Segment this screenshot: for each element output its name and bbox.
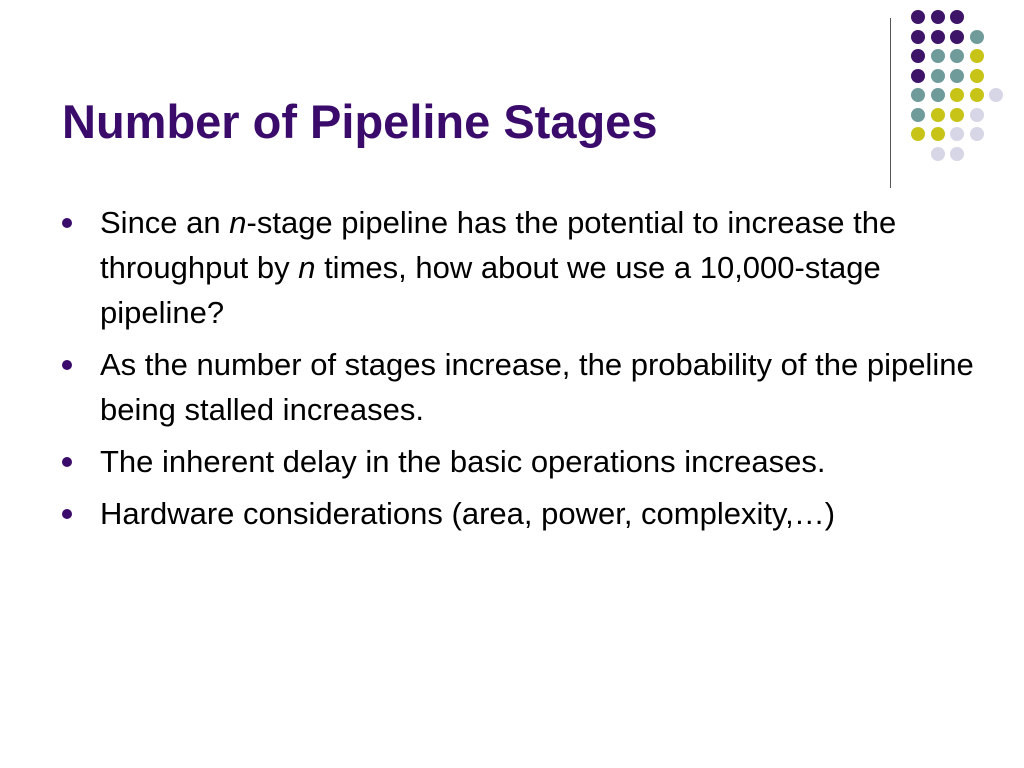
decoration-dot: [931, 30, 945, 44]
decoration-dot: [911, 10, 925, 24]
decoration-dot: [931, 10, 945, 24]
bullet-item: [62, 342, 992, 432]
decoration-dot: [970, 108, 984, 122]
bullet-text-run: As the number of stages increase, the probability of the pipeline being stalled increases.: [100, 347, 974, 427]
bullet-list: [62, 200, 992, 543]
decoration-dot: [970, 30, 984, 44]
decoration-dot: [931, 108, 945, 122]
decoration-dot: [911, 49, 925, 63]
decoration-dot: [989, 88, 1003, 102]
decoration-dot: [970, 49, 984, 63]
bullet-text-italic-run: n: [229, 205, 247, 240]
decoration-dot: [950, 108, 964, 122]
decoration-dot: [970, 69, 984, 83]
decoration-dot: [950, 49, 964, 63]
decoration-dot: [931, 127, 945, 141]
bullet-item: [62, 200, 992, 335]
decoration-dot: [931, 49, 945, 63]
decoration-dot: [911, 88, 925, 102]
decoration-dot: [911, 127, 925, 141]
bullet-text-run: times, how about we use a 10,000-stage pipeline?: [100, 250, 881, 330]
decoration-dot: [950, 10, 964, 24]
bullet-text: [100, 496, 835, 531]
bullet-text: [100, 444, 826, 479]
decoration-dot: [970, 127, 984, 141]
decoration-dot: [931, 147, 945, 161]
bullet-text-run: -stage pipeline has the potential to increase the throughput by: [100, 205, 897, 285]
bullet-item: [62, 491, 992, 536]
decoration-dot: [911, 30, 925, 44]
bullet-text: [100, 347, 974, 427]
bullet-dot-icon: [62, 457, 72, 467]
bullet-dot-icon: [62, 360, 72, 370]
bullet-text-run: The inherent delay in the basic operations increases.: [100, 444, 826, 479]
slide-title: Number of Pipeline Stages: [62, 95, 658, 148]
decoration-dot: [911, 69, 925, 83]
vertical-divider: [890, 18, 891, 188]
decoration-dot: [950, 147, 964, 161]
decoration-dot: [950, 30, 964, 44]
bullet-text: [100, 205, 896, 330]
decoration-dot: [970, 88, 984, 102]
decoration-dot: [931, 69, 945, 83]
decoration-dot: [950, 88, 964, 102]
bullet-text-italic-run: n: [298, 250, 316, 285]
bullet-text-run: Hardware considerations (area, power, complexity,…): [100, 496, 836, 531]
bullet-dot-icon: [62, 218, 72, 228]
bullet-text-run: Since an: [100, 205, 230, 240]
decoration-dot: [911, 108, 925, 122]
decoration-dot: [931, 88, 945, 102]
bullet-item: [62, 439, 992, 484]
decoration-dot: [950, 127, 964, 141]
bullet-dot-icon: [62, 509, 72, 519]
decoration-dot: [950, 69, 964, 83]
